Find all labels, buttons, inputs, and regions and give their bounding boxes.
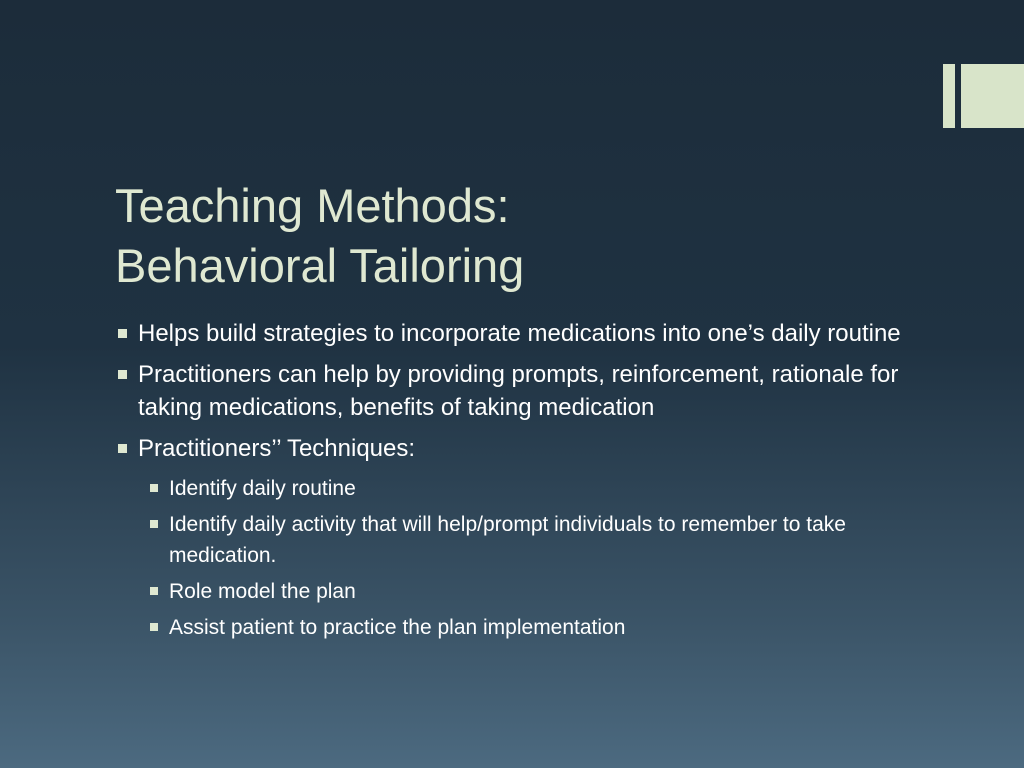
sub-bullet-text: Identify daily activity that will help/prompt individuals to remember to take medication.	[169, 513, 846, 567]
slide-content	[118, 317, 938, 648]
accent-wide-bar	[961, 64, 1024, 128]
bullet-text: Practitioners’’ Techniques:	[138, 435, 416, 462]
accent-thin-bar	[943, 64, 955, 128]
slide-title	[115, 176, 935, 296]
slide-title-line-1: Teaching Methods:	[115, 179, 510, 232]
square-bullet-icon	[150, 520, 158, 528]
square-bullet-icon	[150, 587, 158, 595]
sub-bullet-item	[150, 509, 938, 571]
bullet-text: Helps build strategies to incorporate medications into one’s daily routine	[138, 320, 901, 347]
corner-accent-bars	[943, 64, 1024, 128]
bullet-item	[118, 358, 938, 424]
sub-bullet-item	[150, 473, 938, 504]
sub-bullet-text: Identify daily routine	[169, 477, 356, 500]
bullet-text: Practitioners can help by providing prompts, reinforcement, rationale for taking medications, benefits of taking medication	[138, 361, 899, 421]
square-bullet-icon	[150, 623, 158, 631]
square-bullet-icon	[150, 484, 158, 492]
sub-bullet-text: Assist patient to practice the plan implementation	[169, 616, 626, 639]
sub-bullet-text: Role model the plan	[169, 580, 356, 603]
sub-bullet-item	[150, 576, 938, 607]
sub-bullet-item	[150, 612, 938, 643]
bullet-item	[118, 432, 938, 465]
square-bullet-icon	[118, 444, 127, 453]
square-bullet-icon	[118, 329, 127, 338]
square-bullet-icon	[118, 370, 127, 379]
slide-title-line-2: Behavioral Tailoring	[115, 239, 525, 292]
bullet-item	[118, 317, 938, 350]
